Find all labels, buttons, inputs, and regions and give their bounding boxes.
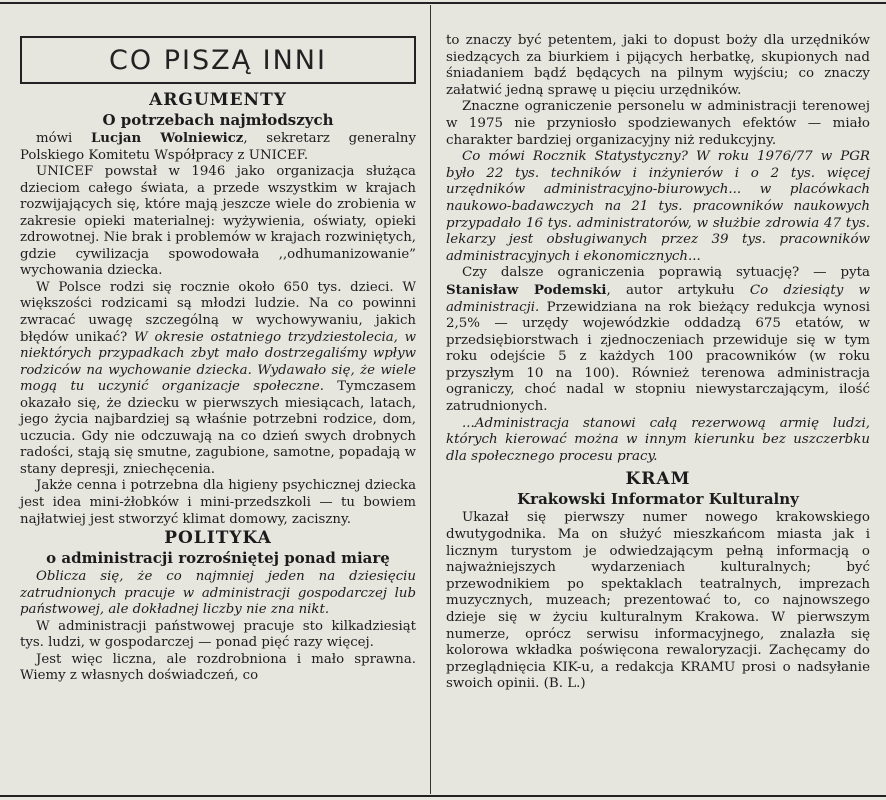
paragraph: Jakże cenna i potrzebna dla higieny psychicznej dziecka jest idea mini-żłobków i mini-przedszkoli — tu bowiem najłatwiej jest stworzyć klimat domowy, zaciszny. <box>20 478 416 527</box>
section-heading-polityka: POLITYKA <box>164 528 272 549</box>
italic-quote: ...Administracja stanowi całą rezerwową armię ludzi, których kierować można w innym kierunku bez uszczerbku dla społecznego procesu pracy. <box>446 415 870 464</box>
italic-quote: W okresie ostatniego trzydziestolecia, w niektórych przypadkach zbyt mało dostrzegaliśmy wpływ rodziców na wychowanie dziecka. Wydawało się, że wiele mogą tu uczynić organizacje społeczne. <box>20 329 416 395</box>
italic-lead: Oblicza się, że co najmniej jeden na dziesięciu zatrudnionych pracuje w administracji gospodarczej lub państwowej, ale dokładnej liczby nie zna nikt. <box>20 569 416 618</box>
paragraph: Ukazał się pierwszy numer nowego krakowskiego dwutygodnika. Ma on służyć mieszkańcom miasta jak i licznym turystom je odwiedzającym pełną informacją o najważniejszych wydarzeniach kulturalnych; być przewodnikiem po spektaklach teatralnych, imprezach muzycznych, muzeach; prezentować to, co najnowszego dzieje się w życiu kulturalnym Krakowa. W pierwszym numerze, oprócz serwisu informacyjnego, znalazła się kolorowa wkładka poświęcona rewaloryzacji. Zachęcamy do przeglądnięcia KIK-u, a redakcja KRAMU prosi o nadsyłanie swoich opinii. (B. L.) <box>446 510 870 692</box>
section-heading-argumenty: ARGUMENTY <box>149 90 287 110</box>
bottom-rule <box>0 795 886 797</box>
italic-quote: Co mówi Rocznik Statystyczny? W roku 1976/77 w PGR było 22 tys. techników i inżynierów i o 2 tys. więcej urzędników administracyjno-biurowych... w placówkach naukowo-badawczych na 21 tys. pracowników naukowych przypadało 16 tys. administratorów, w służbie zdrowia 47 tys. lekarzy jest obsługiwanych przez 39 tys. pracowników administracyjnych i ekonomicznych... <box>446 149 870 264</box>
article-headline-children: O potrzebach najmłodszych <box>102 111 334 129</box>
paragraph: Czy dalsze ograniczenia poprawią sytuację? — pyta Stanisław Podemski, autor artykułu Co dziesiąty w administracji. Przewidziana na rok bieżący redukcja wynosi 2,5% — urzędy wojewódzkie oddadzą 675 etatów, w przedsiębiorstwach i zjednoczeniach przewiduje się w tym roku odejście 5 z każdych 100 pracowników (w roku przyszłym 10 na 100). Również terenowa administracja ograniczy, choć nadal w stopniu niewystarczającym, ilość zatrudnionych. <box>446 265 870 415</box>
paragraph: Znaczne ograniczenie personelu w administracji terenowej w 1975 nie przyniosło spodziewanych efektów — miało charakter bardziej organizacyjny niż redukcyjny. <box>446 99 870 148</box>
column-divider <box>430 5 431 794</box>
section-heading-kram: KRAM <box>625 469 691 490</box>
paragraph: Jest więc liczna, ale rozdrobniona i mało sprawna. Wiemy z własnych doświadczeń, co <box>20 651 416 684</box>
author-name: Stanisław Podemski <box>446 281 607 298</box>
masthead-title: CO PISZĄ INNI <box>20 36 416 84</box>
article-byline: mówi Lucjan Wolniewicz, sekretarz generalny Polskiego Komitetu Współpracy z UNICEF. <box>20 131 417 163</box>
paragraph: UNICEF powstał w 1946 jako organizacja służąca dzieciom całego świata, a przede wszystkim w krajach rozwijających się, które mają jeszcze wiele do zrobienia w zakresie opieki materialnej: wyżywienia, oświaty, opieki zdrowotnej. Nie brak i problemów w krajach rozwiniętych, gdzie cywilizacja spowodowała ,,odhumanizowanie” wychowania dziecka. <box>20 164 416 279</box>
article-headline-kik: Krakowski Informator Kulturalny <box>517 490 799 509</box>
article-headline-administration: o administracji rozrośniętej ponad miarę <box>46 549 390 568</box>
paragraph: W administracji państwowej pracuje sto kilkadziesiąt tys. ludzi, w gospodarczej — ponad pięć razy więcej. <box>20 618 416 651</box>
left-column <box>20 0 416 685</box>
paragraph: W Polsce rodzi się rocznie około 650 tys. dzieci. W większości rodzicami są młodzi ludzie. Na co powinni zwracać uwagę szczególną w wychowywaniu, jakich błędów unikać? W okresie ostatniego trzydziestolecia, w niektórych przypadkach zbyt mało dostrzegaliśmy wpływ rodziców na wychowanie dziecka. Wydawało się, że wiele mogą tu uczynić organizacje społeczne. Tymczasem okazało się, że dziecku w pierwszych miesiącach, latach, jego życia najbardziej są właśnie potrzebni rodzice, dom, uczucia. Gdy nie odczuwają na co dzień swych drobnych radości, stają się smutne, zagubione, samotne, popadają w stany depresji, zniechęcenia. <box>20 279 416 477</box>
author-name: Lucjan Wolniewicz <box>90 131 244 146</box>
right-column <box>446 0 870 693</box>
article-title-reference: Co dziesiąty w administracji. <box>446 282 870 315</box>
paragraph-continued: to znaczy być petentem, jaki to dopust boży dla urzędników siedzących za biurkiem i pijących herbatkę, skupionych nad śniadaniem bądź będących na pilnym wyjściu; co znaczy załatwić jedną sprawę u pięciu urzędników. <box>446 33 870 98</box>
